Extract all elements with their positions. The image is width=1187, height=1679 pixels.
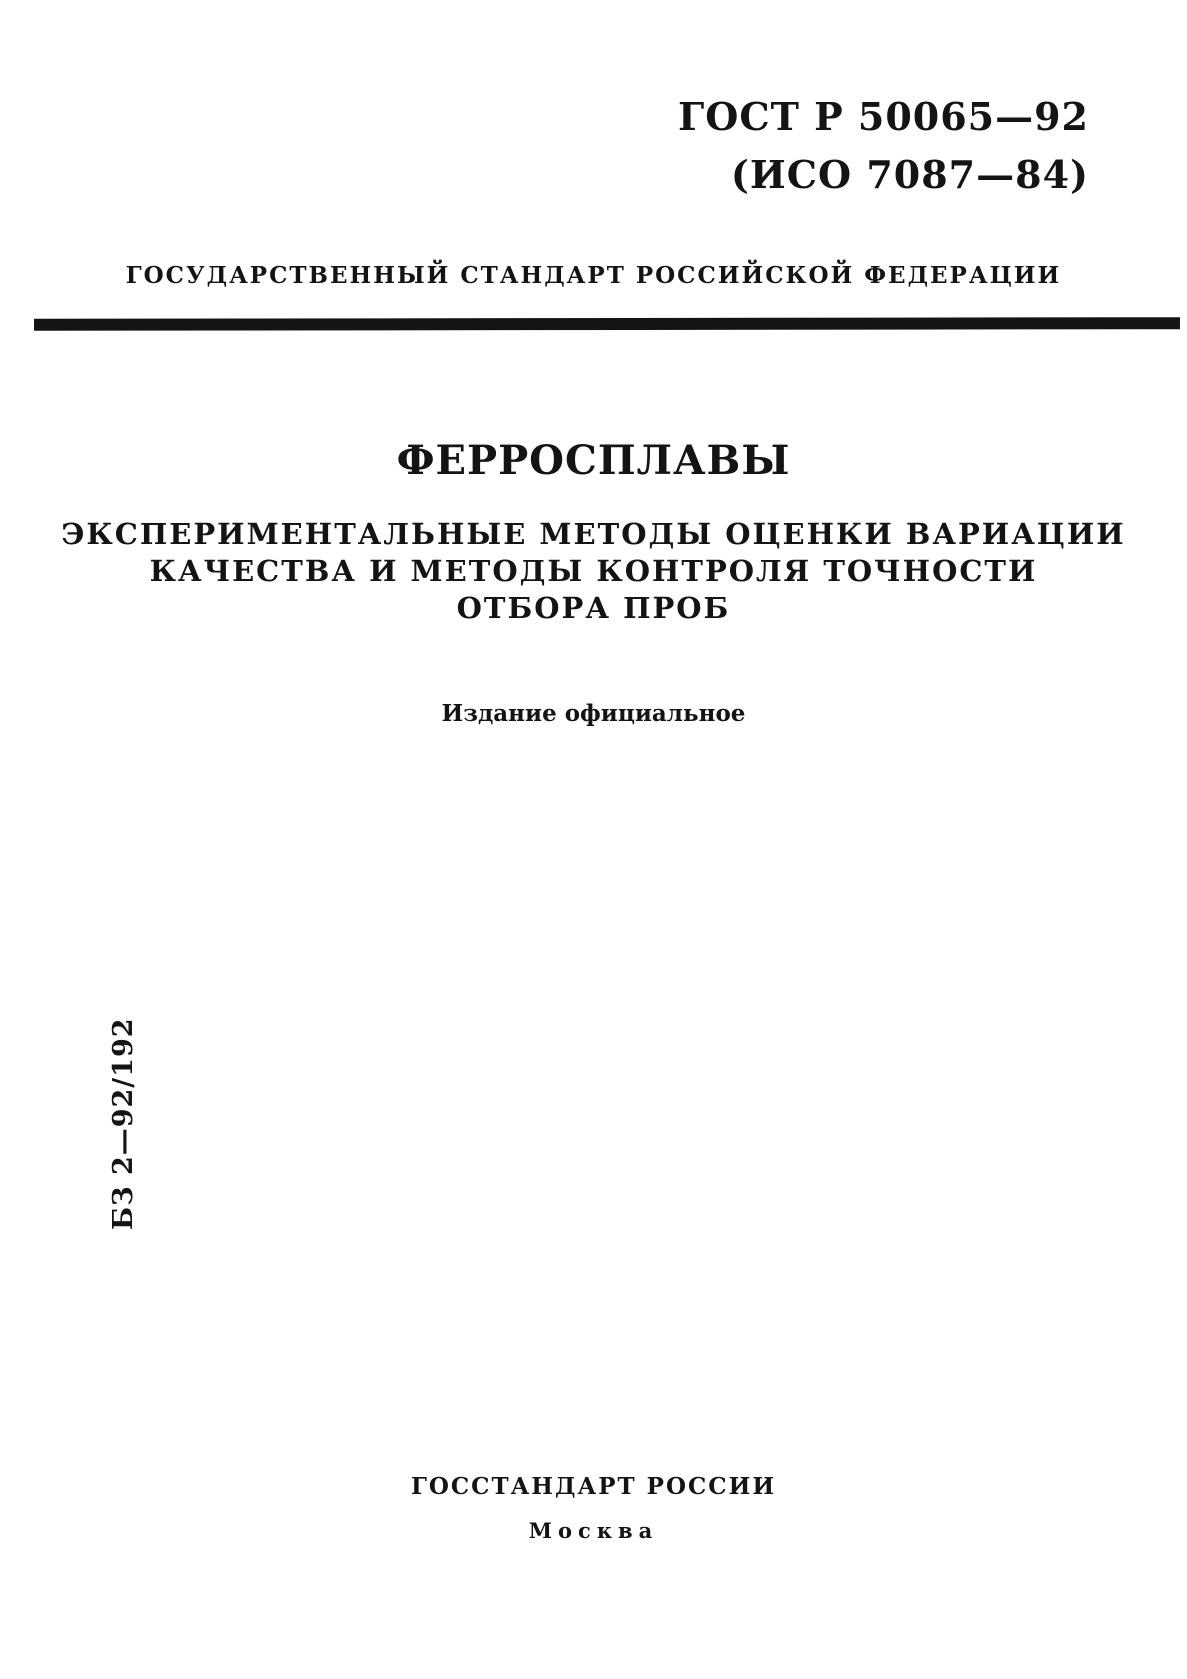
document-number-block	[678, 88, 1089, 204]
publisher-city: Москва	[528, 1518, 659, 1543]
header-divider	[34, 317, 1180, 331]
subtitle-line: ОТБОРА ПРОБ	[456, 591, 731, 625]
gost-number: ГОСТ Р 50065—92	[678, 94, 1089, 139]
subtitle-line: КАЧЕСТВА И МЕТОДЫ КОНТРОЛЯ ТОЧНОСТИ	[149, 554, 1038, 588]
subtitle-line: ЭКСПЕРИМЕНТАЛЬНЫЕ МЕТОДЫ ОЦЕНКИ ВАРИАЦИИ	[61, 517, 1126, 551]
state-standard-heading: ГОСУДАРСТВЕННЫЙ СТАНДАРТ РОССИЙСКОЙ ФЕДЕРАЦИИ	[125, 262, 1062, 289]
iso-number: (ИСО 7087—84)	[730, 152, 1089, 197]
document-subtitle	[0, 516, 1187, 627]
edition-label: Издание официальное	[441, 700, 746, 727]
publisher-name: ГОССТАНДАРТ РОССИИ	[410, 1473, 777, 1500]
side-catalog-code: БЗ 2—92/192	[108, 1017, 139, 1230]
document-title: ФЕРРОСПЛАВЫ	[396, 437, 791, 484]
